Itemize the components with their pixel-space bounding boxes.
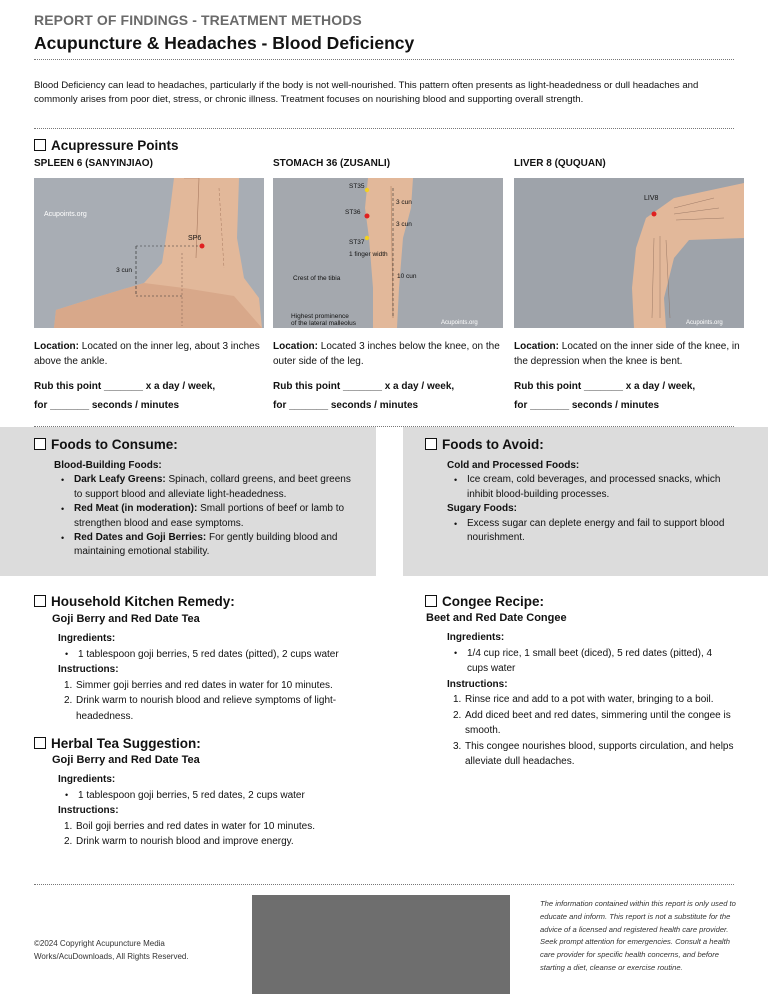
measure-label: 1 finger width — [349, 251, 388, 258]
liv8-label: LIV8 — [644, 195, 659, 202]
list-item: • Ice cream, cold beverages, and processed snacks, which inhibit blood-building processes. — [447, 473, 732, 502]
remedy-heading: Household Kitchen Remedy: — [34, 594, 235, 609]
foods-avoid-checkbox[interactable] — [425, 438, 437, 450]
report-kicker: REPORT OF FINDINGS - TREATMENT METHODS — [34, 12, 362, 28]
point-location: Location: Located on the inner leg, about 3 inches above the ankle. — [34, 341, 260, 367]
remedy-block — [34, 604, 374, 724]
list-item: • 1 tablespoon goji berries, 5 red dates (pitted), 2 cups water — [58, 647, 374, 663]
point-liver8 — [514, 158, 746, 411]
rub-duration-field[interactable]: for _______ seconds / minutes — [273, 400, 419, 411]
congee-block — [406, 603, 736, 770]
list-item: • 1/4 cup rice, 1 small beet (diced), 5 red dates (pitted), 4 cups water — [447, 646, 736, 677]
disclaimer-text: The information contained within this report is only used to educate and inform. This report is not a substitute for the advice of a licensed and registered health care provider. Seek prompt attention for emergencies. Consult a health care provider for specific health concerns, and before starting a diet, cleanse or exercise routine. — [540, 899, 736, 972]
recipe-body: Ingredients: • 1 tablespoon goji berries, 5 red dates (pitted), 2 cups water Instructions: 1. Simmer goji berries and red dates in water for 10 minutes. 2. Drink warm to nourish blood and relieve symptoms of light-headedness. — [58, 631, 374, 724]
sp6-label: SP6 — [188, 235, 202, 242]
tea-heading: Herbal Tea Suggestion: — [34, 736, 201, 751]
report-header — [34, 12, 414, 54]
list-item: • Dark Leafy Greens: Spinach, collard greens, and beet greens to support blood and alleviate light-headedness. — [54, 473, 354, 502]
foods-consume-heading: Foods to Consume: — [34, 437, 178, 452]
measure-label: 10 cun — [397, 273, 417, 280]
food-group-label: Blood-Building Foods: — [54, 460, 162, 471]
liver8-image — [514, 178, 744, 328]
list-item: 2. Add diced beet and red dates, simmering until the congee is smooth. — [453, 709, 731, 736]
foods-consume-checkbox[interactable] — [34, 438, 46, 450]
rub-duration-field[interactable]: for _______ seconds / minutes — [34, 400, 180, 411]
rub-frequency-field[interactable]: Rub this point _______ x a day / week, — [273, 381, 455, 392]
rub-duration-field[interactable]: for _______ seconds / minutes — [514, 400, 660, 411]
page-title: Acupuncture & Headaches - Blood Deficiency — [34, 33, 415, 53]
list-item: 1. Simmer goji berries and red dates in water for 10 minutes. — [64, 679, 333, 691]
malleolus-label-1: Highest prominence — [291, 313, 349, 320]
divider — [34, 128, 734, 129]
list-item: • Red Meat (in moderation): Small portions of beef or lamb to strengthen blood and ease symptoms. — [54, 502, 354, 531]
measure-label: 3 cun — [116, 267, 132, 274]
crest-label: Crest of the tibia — [293, 275, 341, 282]
list-item: • Red Dates and Goji Berries: For gently building blood and maintaining emotional stability. — [54, 531, 354, 560]
image-watermark: Acupoints.org — [686, 320, 723, 326]
list-item: 1. Boil goji berries and red dates in water for 10 minutes. — [64, 820, 316, 832]
divider — [34, 884, 734, 885]
list-item: 2. Drink warm to nourish blood and relieve symptoms of light-headedness. — [64, 695, 337, 722]
recipe-body: Ingredients: • 1 tablespoon goji berries, 5 red dates, 2 cups water Instructions: 1. Boil goji berries and red dates in water for 10 minutes. 2. Drink warm to nourish blood and improve energy. — [58, 772, 374, 850]
measure-label: 3 cun — [396, 221, 412, 228]
list-item: 3. This congee nourishes blood, supports circulation, and helps alleviate dull headaches. — [453, 740, 734, 767]
recipe-title: Beet and Red Date Congee — [426, 612, 567, 624]
point-title: SPLEEN 6 (SANYINJIAO) — [34, 158, 153, 169]
list-item: • 1 tablespoon goji berries, 5 red dates, 2 cups water — [58, 788, 374, 804]
food-group-label: Sugary Foods: — [447, 503, 518, 515]
divider — [34, 59, 734, 60]
point-title: LIVER 8 (QUQUAN) — [514, 158, 606, 169]
rub-frequency-field[interactable]: Rub this point _______ x a day / week, — [34, 381, 216, 392]
stomach36-image — [273, 178, 503, 328]
acupressure-checkbox[interactable] — [34, 139, 46, 151]
point-location: Location: Located 3 inches below the knee, on the outer side of the leg. — [273, 341, 500, 367]
rub-frequency-field[interactable]: Rub this point _______ x a day / week, — [514, 381, 696, 392]
foods-consume-list — [54, 459, 354, 560]
spleen6-image — [34, 178, 264, 328]
st37-label: ST37 — [349, 239, 365, 246]
list-item: • Excess sugar can deplete energy and fail to support blood nourishment. — [447, 517, 732, 546]
foods-avoid-list — [447, 459, 732, 545]
malleolus-label-2: of the lateral malleolus — [291, 320, 357, 327]
point-stomach36 — [273, 158, 505, 411]
point-spleen6 — [34, 158, 266, 411]
congee-heading: Congee Recipe: — [425, 594, 544, 609]
acupressure-heading: Acupressure Points — [34, 138, 179, 153]
copyright-text: ©2024 Copyright Acupuncture Media Works/AcuDownloads, All Rights Reserved. — [34, 939, 189, 961]
measure-label: 3 cun — [396, 199, 412, 206]
footer-logo-area — [252, 895, 510, 994]
st36-label: ST36 — [345, 209, 361, 216]
foods-avoid-heading: Foods to Avoid: — [425, 437, 544, 452]
st35-label: ST35 — [349, 183, 365, 190]
intro-paragraph: Blood Deficiency can lead to headaches, particularly if the body is not well-nourished. This pattern often presents as light-headedness or dull headaches and commonly arises from poor diet, stress, or chronic illness. Treatment focuses on nourishing blood and supporting overall strength. — [34, 80, 699, 105]
recipe-title: Goji Berry and Red Date Tea — [52, 754, 200, 766]
food-group-label: Cold and Processed Foods: — [447, 460, 580, 471]
image-watermark: Acupoints.org — [44, 211, 87, 218]
tea-block — [34, 745, 374, 850]
list-item: 1. Rinse rice and add to a pot with water, bringing to a boil. — [453, 694, 714, 705]
image-watermark: Acupoints.org — [441, 320, 478, 326]
recipe-title: Goji Berry and Red Date Tea — [52, 613, 200, 625]
point-title: STOMACH 36 (ZUSANLI) — [273, 158, 391, 169]
point-location: Location: Located on the inner side of the knee, in the depression when the knee is bent. — [514, 341, 740, 367]
list-item: 2. Drink warm to nourish blood and improve energy. — [64, 836, 294, 847]
recipe-body: Ingredients: • 1/4 cup rice, 1 small beet (diced), 5 red dates (pitted), 4 cups water Instructions: 1. Rinse rice and add to a pot with water, bringing to a boil. 2. Add diced beet and red dates, simmering until the congee is smooth. 3. This congee nourishes blood, supports circulation, and helps alleviate dull headaches. — [447, 630, 736, 770]
